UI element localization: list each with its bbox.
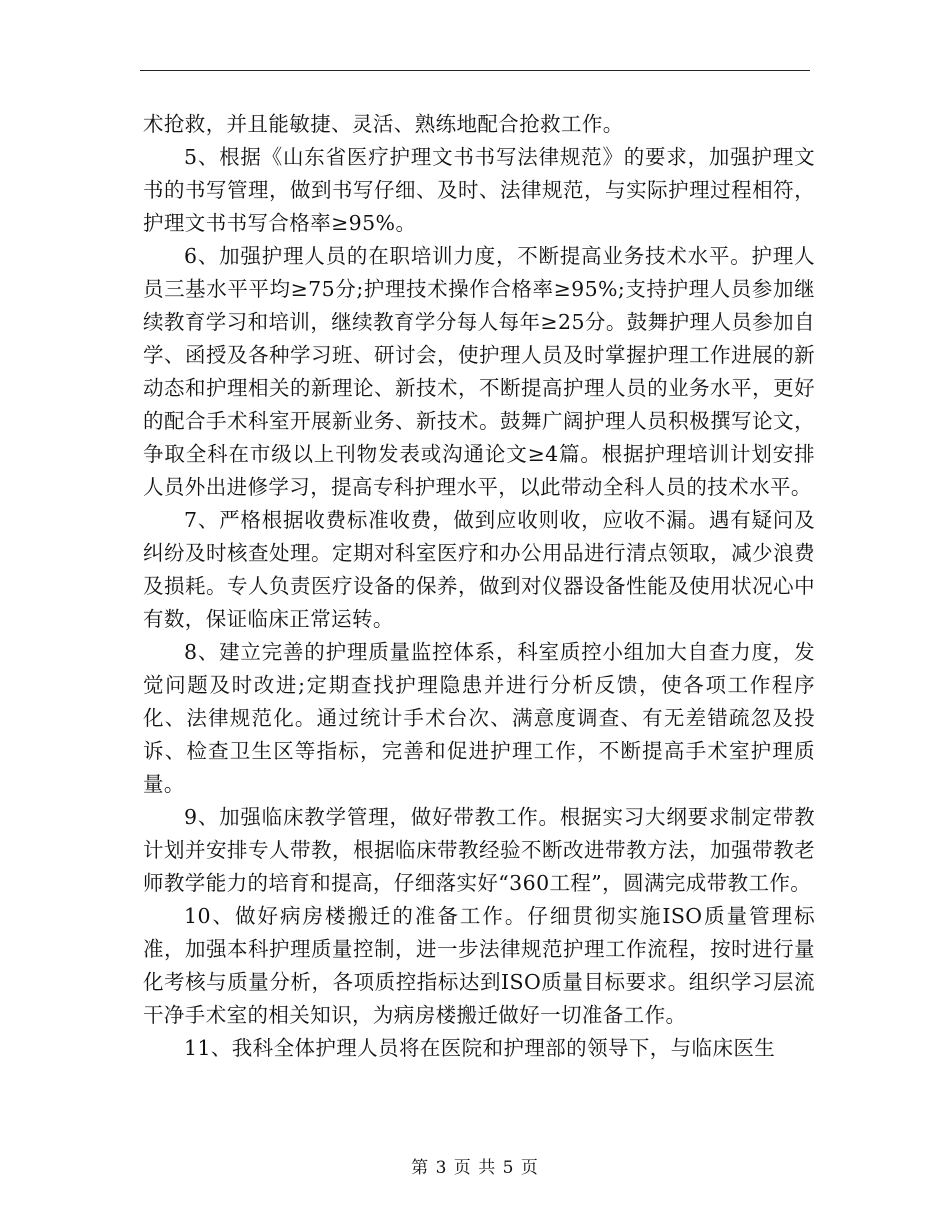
paragraph-item-11: 11、我科全体护理人员将在医院和护理部的领导下，与临床医生 xyxy=(184,1036,776,1060)
paragraph-item-6: 6、加强护理人员的在职培训力度，不断提高业务技术水平。护理人员三基水平平均≥75分;护理技术操作合格率≥95%;支持护理人员参加继续教育学习和培训，继续教育学分每人每年≥25分。鼓舞护理人员参加自学、函授及各种学习班、研讨会，使护理人员及时掌握护理工作进展的新动态和护理相关的新理论、新技术，不断提高护理人员的业务水平，更好的配合手术科室开展新业务、新技术。鼓舞广阔护理人员积极撰写论文，争取全科在市级以上刊物发表或沟通论文≥4篇。根据护理培训计划安排人员外出进修学习，提高专科护理水平，以此带动全科人员的技术水平。 xyxy=(143,244,815,499)
paragraph-continuation: 术抢救，并且能敏捷、灵活、熟练地配合抢救工作。 xyxy=(143,112,624,136)
paragraph-item-10: 10、做好病房楼搬迁的准备工作。仔细贯彻实施ISO质量管理标准，加强本科护理质量控制，进一步法律规范护理工作流程，按时进行量化考核与质量分析，各项质控指标达到ISO质量目标要求。组织学习层流干净手术室的相关知识，为病房楼搬迁做好一切准备工作。 xyxy=(143,904,815,1027)
document-body xyxy=(143,108,815,1065)
paragraph-item-7: 7、严格根据收费标准收费，做到应收则收，应收不漏。遇有疑问及纠纷及时核查处理。定期对科室医疗和办公用品进行清点领取，减少浪费及损耗。专人负责医疗设备的保养，做到对仪器设备性能及使用状况心中有数，保证临床正常运转。 xyxy=(143,508,815,631)
paragraph-item-9: 9、加强临床教学管理，做好带教工作。根据实习大纲要求制定带教计划并安排专人带教，根据临床带教经验不断改进带教方法，加强带教老师教学能力的培育和提高，仔细落实好“360工程”，圆满完成带教工作。 xyxy=(143,805,815,895)
header-rule xyxy=(140,70,810,71)
paragraph-item-8: 8、建立完善的护理质量监控体系，科室质控小组加大自查力度，发觉问题及时改进;定期查找护理隐患并进行分析反馈，使各项工作程序化、法律规范化。通过统计手术台次、满意度调查、有无差错疏忽及投诉、检查卫生区等指标，完善和促进护理工作，不断提高手术室护理质量。 xyxy=(143,640,815,796)
page-footer: 第 3 页 共 5 页 xyxy=(411,1158,539,1178)
paragraph-item-5: 5、根据《山东省医疗护理文书书写法律规范》的要求，加强护理文书的书写管理，做到书写仔细、及时、法律规范，与实际护理过程相符，护理文书书写合格率≥95%。 xyxy=(143,145,815,235)
